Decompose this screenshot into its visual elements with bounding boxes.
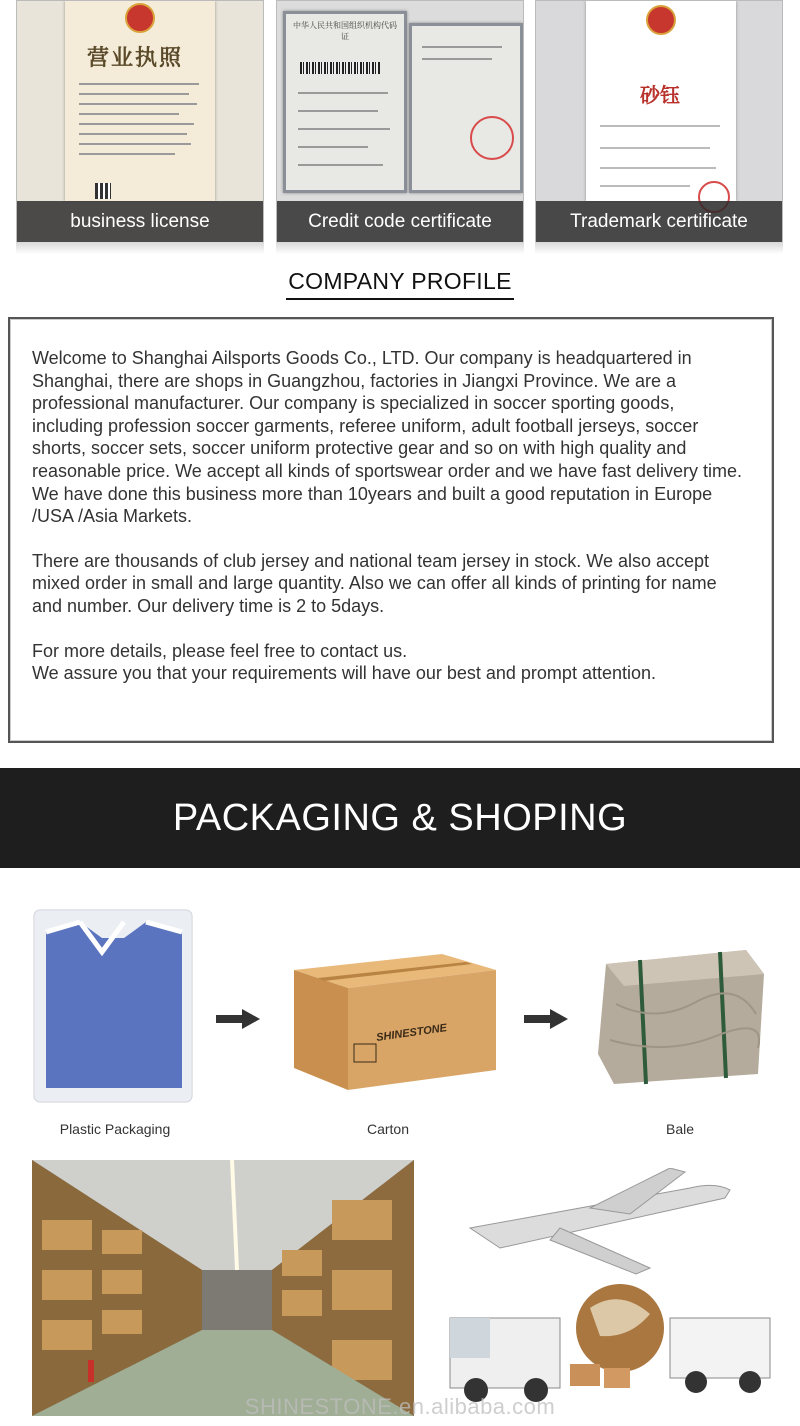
profile-contact-line: For more details, please feel free to contact us.	[32, 640, 408, 661]
plastic-packaging-label: Plastic Packaging	[59, 1121, 171, 1137]
arrow-right-icon	[524, 1009, 568, 1029]
barcode-icon	[300, 62, 380, 74]
certificate-title: 营业执照	[87, 45, 184, 71]
carton-brand-text: SHINESTONE	[375, 1022, 448, 1044]
carton-label: Carton	[366, 1121, 410, 1137]
arrow-right-icon	[216, 1009, 260, 1029]
certificate-document-back	[409, 23, 523, 193]
bale-label: Bale	[665, 1121, 695, 1137]
certificate-document	[283, 11, 407, 193]
company-profile-box	[8, 317, 774, 743]
company-profile-text	[32, 347, 744, 707]
profile-assurance-line: We assure you that your requirements will have our best and prompt attention.	[32, 663, 656, 684]
plastic-packaging-image	[32, 908, 194, 1104]
national-emblem-icon	[125, 3, 155, 33]
certificate-title: 砂钰	[640, 83, 680, 107]
certificate-trademark[interactable]	[535, 0, 783, 244]
carton-box-image	[292, 944, 498, 1092]
seal-stamp-icon	[470, 116, 514, 160]
certificate-caption: Trademark certificate	[536, 201, 782, 243]
certificate-document	[65, 1, 215, 201]
profile-paragraph: There are thousands of club jersey and national team jersey in stock. We also accept mixed order in small and large quantity. Also we can offer all kinds of printing for name and number. Our delivery time is 2 to 5days.	[32, 550, 717, 616]
qr-code-icon	[95, 183, 111, 199]
certificate-caption: business license	[17, 201, 263, 243]
certificate-credit-code[interactable]	[276, 0, 524, 244]
certificate-title: 中华人民共和国组织机构代码证	[293, 21, 397, 41]
logistics-airplane-truck-image	[440, 1168, 780, 1408]
warehouse-image	[32, 1160, 414, 1416]
bale-image	[596, 944, 766, 1086]
national-emblem-icon	[646, 5, 676, 35]
company-profile-heading: COMPANY PROFILE	[0, 268, 800, 295]
certificate-document	[586, 1, 736, 201]
profile-paragraph: Welcome to Shanghai Ailsports Goods Co., LTD. Our company is headquartered in Shanghai, there are shops in Guangzhou, factories in Jiangxi Province. We are a professional manufacturer. Our company is specialized in soccer sporting goods, including profession soccer garments, referee uniform, adult football jerseys, soccer shorts, soccer sets, soccer uniform protective gear and so on with high quality and reasonable price. We accept all kinds of sportswear order and we have fast delivery time. We have done this business more than 10years and built a good reputation in Europe /USA /Asia Markets.	[32, 348, 743, 527]
packaging-shipping-banner: PACKAGING & SHOPING	[0, 768, 800, 868]
certificate-caption: Credit code certificate	[277, 201, 523, 243]
watermark-text: SHINESTONE.en.alibaba.com	[244, 1394, 556, 1419]
certificate-business-license[interactable]	[16, 0, 264, 244]
